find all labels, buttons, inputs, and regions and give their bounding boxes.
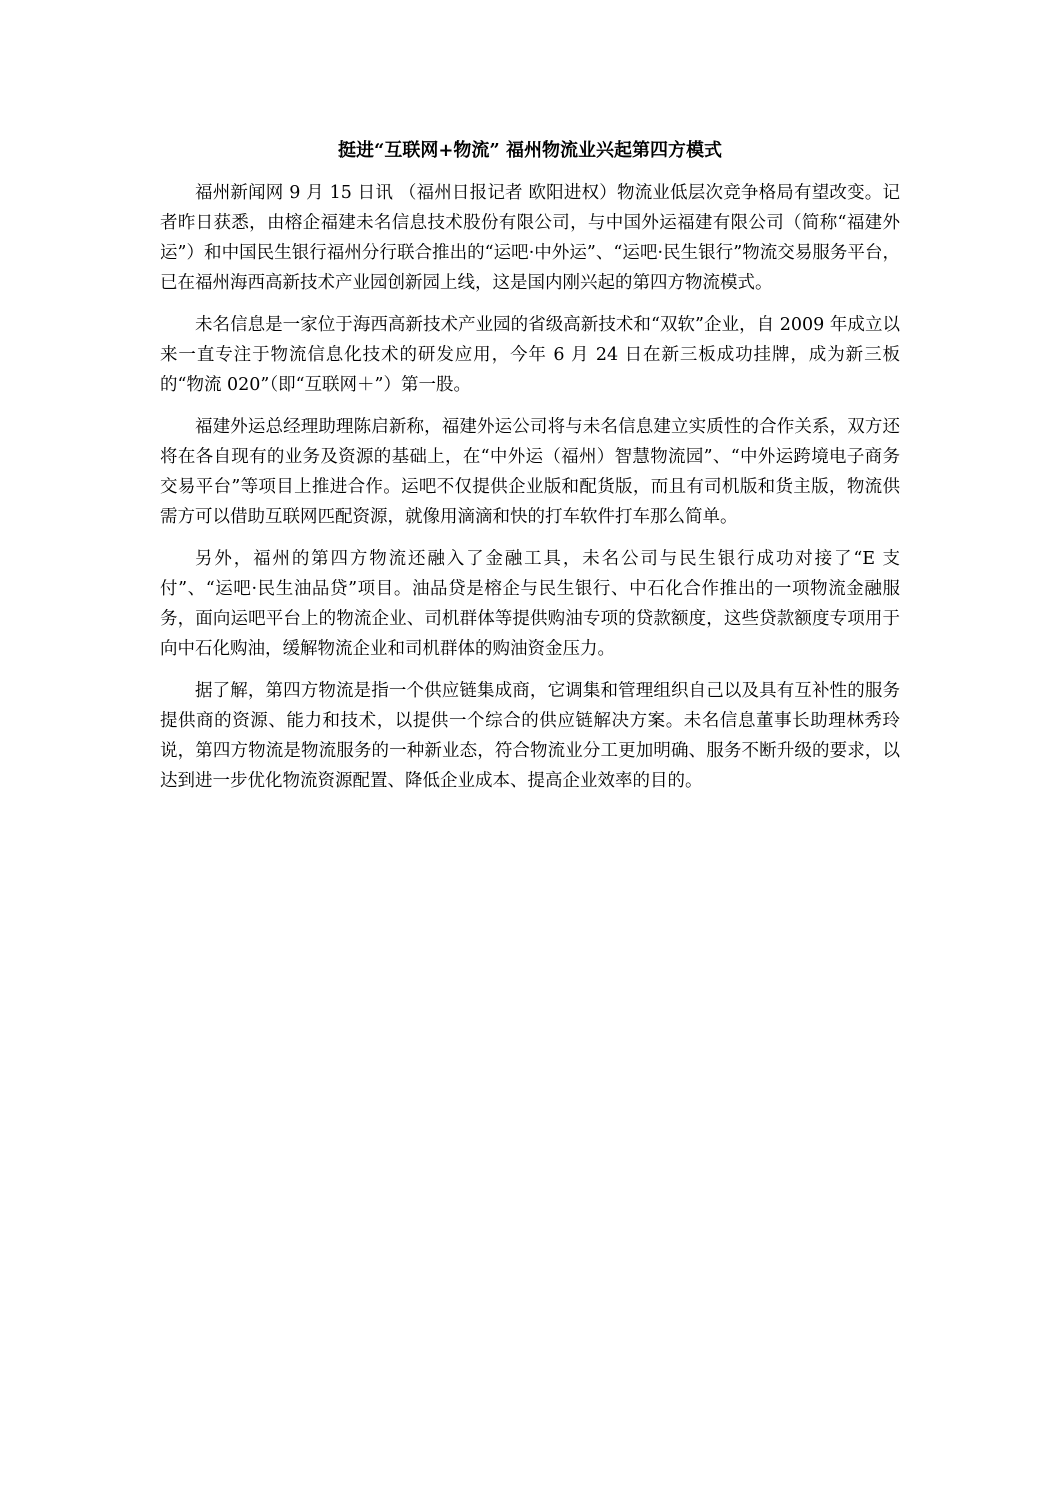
paragraph-3: 福建外运总经理助理陈启新称，福建外运公司将与未名信息建立实质性的合作关系，双方还将在各自现有的业务及资源的基础上，在“中外运（福州）智慧物流园”、“中外运跨境电子商务交易平台”等项目上推进合作。运吧不仅提供企业版和配货版，而且有司机版和货主版，物流供需方可以借助互联网匹配资源，就像用滴滴和快的打车软件打车那么简单。 bbox=[160, 417, 900, 527]
document-title: 挺进“互联网+物流” 福州物流业兴起第四方模式 bbox=[337, 140, 723, 161]
paragraph-5: 据了解，第四方物流是指一个供应链集成商，它调集和管理组织自己以及具有互补性的服务提供商的资源、能力和技术，以提供一个综合的供应链解决方案。未名信息董事长助理林秀玲说，第四方物流是物流服务的一种新业态，符合物流业分工更加明确、服务不断升级的要求，以达到进一步优化物流资源配置、降低企业成本、提高企业效率的目的。 bbox=[160, 681, 900, 791]
paragraph-1: 福州新闻网 9 月 15 日讯 （福州日报记者 欧阳进权）物流业低层次竞争格局有望改变。记者昨日获悉，由榕企福建未名信息技术股份有限公司，与中国外运福建有限公司（简称“福建外运”）和中国民生银行福州分行联合推出的“运吧·中外运”、“运吧·民生银行”物流交易服务平台，已在福州海西高新技术产业园创新园上线，这是国内刚兴起的第四方物流模式。 bbox=[160, 183, 900, 293]
document-body bbox=[160, 178, 900, 808]
paragraph-4: 另外，福州的第四方物流还融入了金融工具，未名公司与民生银行成功对接了“E 支付”、“运吧·民生油品贷”项目。油品贷是榕企与民生银行、中石化合作推出的一项物流金融服务，面向运吧平台上的物流企业、司机群体等提供购油专项的贷款额度，这些贷款额度专项用于向中石化购油，缓解物流企业和司机群体的购油资金压力。 bbox=[160, 549, 900, 659]
paragraph-2: 未名信息是一家位于海西高新技术产业园的省级高新技术和“双软”企业，自 2009 年成立以来一直专注于物流信息化技术的研发应用，今年 6 月 24 日在新三板成功挂牌，成为新三板的“物流 020”（即“互联网＋”）第一股。 bbox=[160, 315, 900, 395]
